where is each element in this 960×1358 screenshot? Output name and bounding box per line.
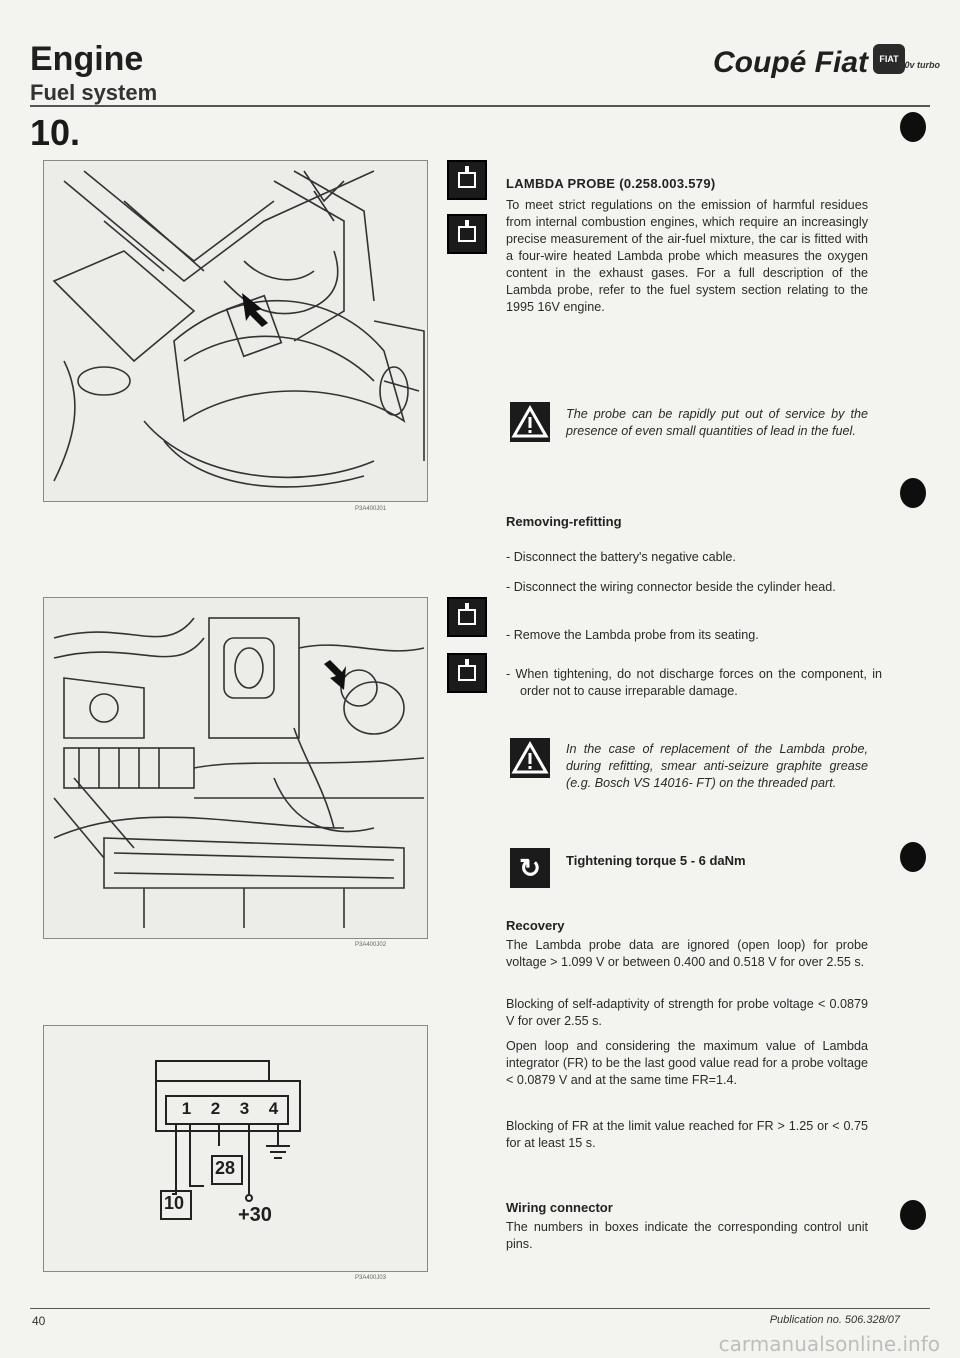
punch-hole bbox=[900, 112, 926, 142]
removing-heading: Removing-refitting bbox=[506, 514, 622, 529]
warning-lead: The probe can be rapidly put out of service by the presence of even small quantities of lead in the fuel. bbox=[566, 407, 868, 438]
page-number: 40 bbox=[32, 1314, 46, 1328]
fiat-logo-icon: FIAT bbox=[873, 44, 905, 74]
lambda-probe-illustration bbox=[44, 598, 427, 938]
figure-code: P3A400J02 bbox=[355, 942, 387, 948]
step-2: - Disconnect the wiring connector beside the cylinder head. bbox=[506, 580, 836, 594]
site-watermark: carmanualsonline.info bbox=[718, 1332, 940, 1356]
publication-number: Publication no. 506.328/07 bbox=[769, 1314, 900, 1326]
punch-hole bbox=[900, 478, 926, 508]
warning-triangle bbox=[510, 738, 550, 778]
ecu-pin-28: 28 bbox=[215, 1158, 236, 1178]
punch-hole bbox=[900, 1200, 926, 1230]
wiring-heading: Wiring connector bbox=[506, 1200, 613, 1215]
figure-code: P3A400J03 bbox=[355, 1275, 387, 1281]
connector-pin-2: 2 bbox=[210, 1099, 221, 1118]
figure-lambda-probe bbox=[43, 597, 428, 939]
footer-rule bbox=[30, 1308, 930, 1309]
connector-pin-3: 3 bbox=[239, 1099, 250, 1118]
engine-connector-illustration bbox=[44, 161, 427, 501]
section-number: 10. bbox=[30, 112, 81, 153]
step-3: - Remove the Lambda probe from its seating. bbox=[506, 628, 759, 642]
recovery-para-3: Open loop and considering the maximum value of Lambda integrator (FR) to be the last good value read for a probe voltage < 0.0879 V and at the same time FR=1.4. bbox=[506, 1039, 868, 1087]
lambda-heading: LAMBDA PROBE (0.258.003.579) bbox=[506, 176, 716, 191]
torque-value: Tightening torque 5 - 6 daNm bbox=[566, 853, 746, 868]
section-title: Engine bbox=[30, 40, 144, 78]
tool-icon bbox=[447, 597, 487, 637]
recovery-para-4: Blocking of FR at the limit value reached for FR > 1.25 or < 0.75 for at least 15 s. bbox=[506, 1119, 868, 1150]
warning-triangle bbox=[510, 402, 550, 442]
connector-pin-4: 4 bbox=[268, 1099, 279, 1118]
figure-code: P3A400J01 bbox=[355, 506, 387, 512]
wiring-text: The numbers in boxes indicate the corresponding control unit pins. bbox=[506, 1220, 868, 1251]
figure-wiring-diagram bbox=[43, 1025, 428, 1272]
supply-label: +30 bbox=[238, 1204, 272, 1226]
tool-icon bbox=[447, 160, 487, 200]
step-1: - Disconnect the battery's negative cable. bbox=[506, 550, 736, 564]
model-title: Coupé Fiat bbox=[713, 46, 868, 79]
header-rule bbox=[30, 105, 930, 107]
warning-grease: In the case of replacement of the Lambda probe, during refitting, smear anti-seizure graphite grease (e.g. Bosch VS 14016- FT) on the threaded part. bbox=[566, 742, 868, 790]
step-4: - When tightening, do not discharge forces on the component, in order not to cause irreparable damage. bbox=[506, 667, 882, 698]
tool-icon bbox=[447, 653, 487, 693]
connector-pin-row bbox=[172, 1099, 288, 1119]
wiring-diagram bbox=[44, 1026, 427, 1271]
figure-engine-connector bbox=[43, 160, 428, 502]
punch-hole bbox=[900, 842, 926, 872]
tool-icon bbox=[447, 214, 487, 254]
warning-icon bbox=[510, 402, 550, 442]
recovery-heading: Recovery bbox=[506, 918, 565, 933]
intro-paragraph: To meet strict regulations on the emission of harmful residues from internal combustion engines, which require an increasingly precise measurement of the air-fuel mixture, the car is fitted with a four-wire heated Lambda probe which measures the oxygen content in the exhaust gases. For a full description of the Lambda probe, refer to the fuel system section relating to the 1995 16V engine. bbox=[506, 198, 868, 314]
variant-label: 20v turbo bbox=[899, 60, 940, 70]
recovery-para-1: The Lambda probe data are ignored (open loop) for probe voltage > 1.099 V or between 0.400 and 0.518 V for over 2.55 s. bbox=[506, 938, 868, 969]
connector-pin-1: 1 bbox=[181, 1099, 192, 1118]
ecu-pin-10: 10 bbox=[164, 1193, 185, 1213]
torque-wrench-icon: ↻ bbox=[510, 848, 550, 888]
subsection-title: Fuel system bbox=[30, 80, 158, 105]
recovery-para-2: Blocking of self-adaptivity of strength for probe voltage < 0.0879 V for over 2.55 s. bbox=[506, 997, 868, 1028]
warning-icon bbox=[510, 738, 550, 778]
